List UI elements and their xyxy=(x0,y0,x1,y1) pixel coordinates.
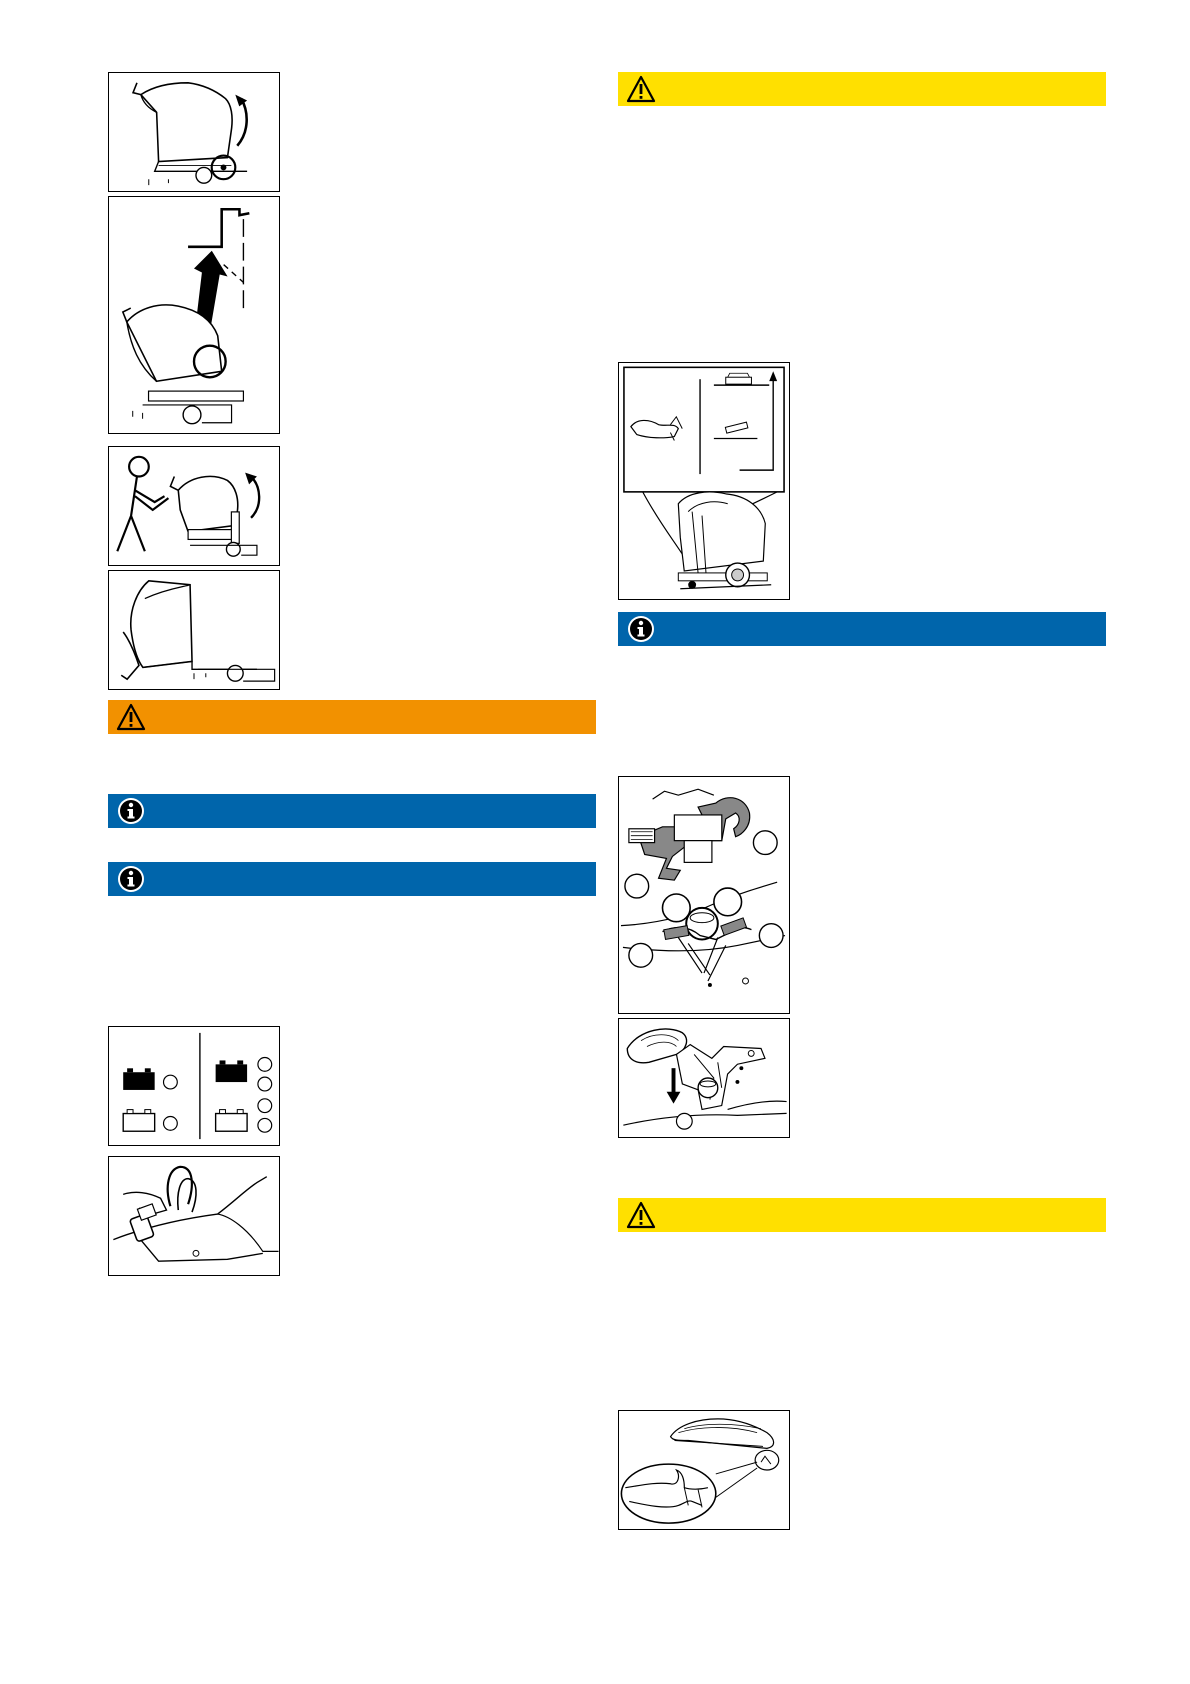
warning-bar-yellow-2 xyxy=(618,1198,1106,1232)
info-bar-1 xyxy=(108,794,596,828)
info-icon xyxy=(116,796,146,826)
squeegee-lever-release-figure xyxy=(618,1018,790,1138)
info-icon xyxy=(626,614,656,644)
lift-machine-onto-platform-figure xyxy=(108,196,280,434)
info-bar-2 xyxy=(108,862,596,896)
warning-triangle-icon xyxy=(626,1200,656,1230)
warning-bar-orange xyxy=(108,700,596,734)
info-bar-3 xyxy=(618,612,1106,646)
warning-bar-yellow-1 xyxy=(618,72,1106,106)
battery-connection-diagram-figure xyxy=(108,1026,280,1146)
warning-triangle-icon xyxy=(116,702,146,732)
squeegee-mount-callouts-figure xyxy=(618,776,790,1014)
info-icon xyxy=(116,864,146,894)
push-machine-upright-figure xyxy=(108,446,280,566)
brush-deck-height-pedal-figure xyxy=(618,362,790,600)
machine-on-ramp-figure xyxy=(108,570,280,690)
squeegee-blade-detail-figure xyxy=(618,1410,790,1530)
connector-handle-figure xyxy=(108,1156,280,1276)
warning-triangle-icon xyxy=(626,74,656,104)
tilt-machine-back-figure xyxy=(108,72,280,192)
